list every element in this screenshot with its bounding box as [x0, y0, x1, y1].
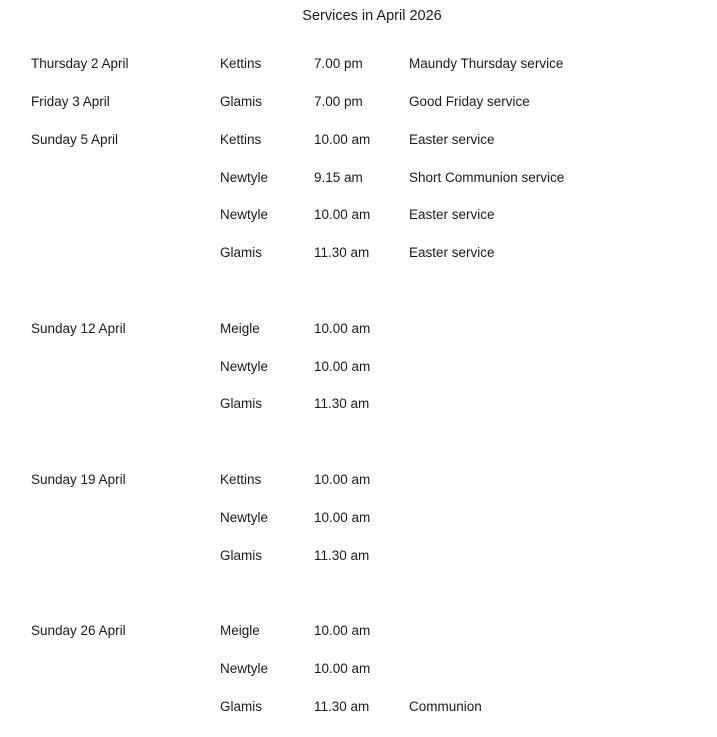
- service-row: [0, 205, 717, 225]
- service-time: 7.00 pm: [314, 56, 363, 71]
- service-time: 10.00 am: [314, 623, 371, 638]
- service-date: Sunday 12 April: [31, 321, 126, 336]
- service-description: Good Friday service: [409, 94, 530, 109]
- service-date: Sunday 26 April: [31, 623, 126, 638]
- service-time: 9.15 am: [314, 170, 363, 185]
- service-time: 11.30 am: [314, 396, 370, 411]
- service-place: Glamis: [220, 94, 263, 109]
- service-row: [0, 508, 717, 528]
- service-place: Glamis: [220, 548, 263, 563]
- service-row: [0, 54, 717, 74]
- service-place: Kettins: [220, 472, 262, 487]
- service-place: Glamis: [220, 396, 263, 411]
- service-row: [0, 394, 717, 414]
- service-row: [0, 621, 717, 641]
- service-place: Glamis: [220, 245, 263, 260]
- service-description: Easter service: [409, 245, 495, 260]
- service-date: Sunday 5 April: [31, 132, 119, 147]
- service-row: [0, 130, 717, 150]
- service-description: Maundy Thursday service: [409, 56, 564, 71]
- service-place: Meigle: [220, 321, 260, 336]
- service-row: [0, 470, 717, 490]
- service-row: [0, 168, 717, 188]
- service-time: 10.00 am: [314, 359, 371, 374]
- service-date: Thursday 2 April: [31, 56, 129, 71]
- service-time: 10.00 am: [314, 321, 371, 336]
- service-place: Glamis: [220, 699, 263, 714]
- service-row: [0, 319, 717, 339]
- service-row: [0, 697, 717, 717]
- service-place: Newtyle: [220, 661, 269, 676]
- service-row: [0, 92, 717, 112]
- service-place: Kettins: [220, 56, 262, 71]
- service-time: 11.30 am: [314, 548, 370, 563]
- service-date: Sunday 19 April: [31, 472, 126, 487]
- service-date: Friday 3 April: [31, 94, 110, 109]
- service-place: Newtyle: [220, 359, 269, 374]
- service-time: 10.00 am: [314, 510, 371, 525]
- service-time: 11.30 am: [314, 699, 370, 714]
- service-time: 11.30 am: [314, 245, 370, 260]
- service-time: 10.00 am: [314, 132, 371, 147]
- service-description: Communion: [409, 699, 482, 714]
- service-place: Meigle: [220, 623, 260, 638]
- service-description: Easter service: [409, 207, 495, 222]
- service-time: 10.00 am: [314, 472, 371, 487]
- service-time: 10.00 am: [314, 661, 371, 676]
- service-time: 7.00 pm: [314, 94, 363, 109]
- service-row: [0, 357, 717, 377]
- service-time: 10.00 am: [314, 207, 371, 222]
- service-row: [0, 659, 717, 679]
- service-row: [0, 546, 717, 566]
- page-title: Services in April 2026: [302, 8, 442, 24]
- service-description: Short Communion service: [409, 170, 565, 185]
- service-place: Newtyle: [220, 510, 269, 525]
- service-description: Easter service: [409, 132, 495, 147]
- service-place: Newtyle: [220, 170, 269, 185]
- service-place: Newtyle: [220, 207, 269, 222]
- service-row: [0, 243, 717, 263]
- service-place: Kettins: [220, 132, 262, 147]
